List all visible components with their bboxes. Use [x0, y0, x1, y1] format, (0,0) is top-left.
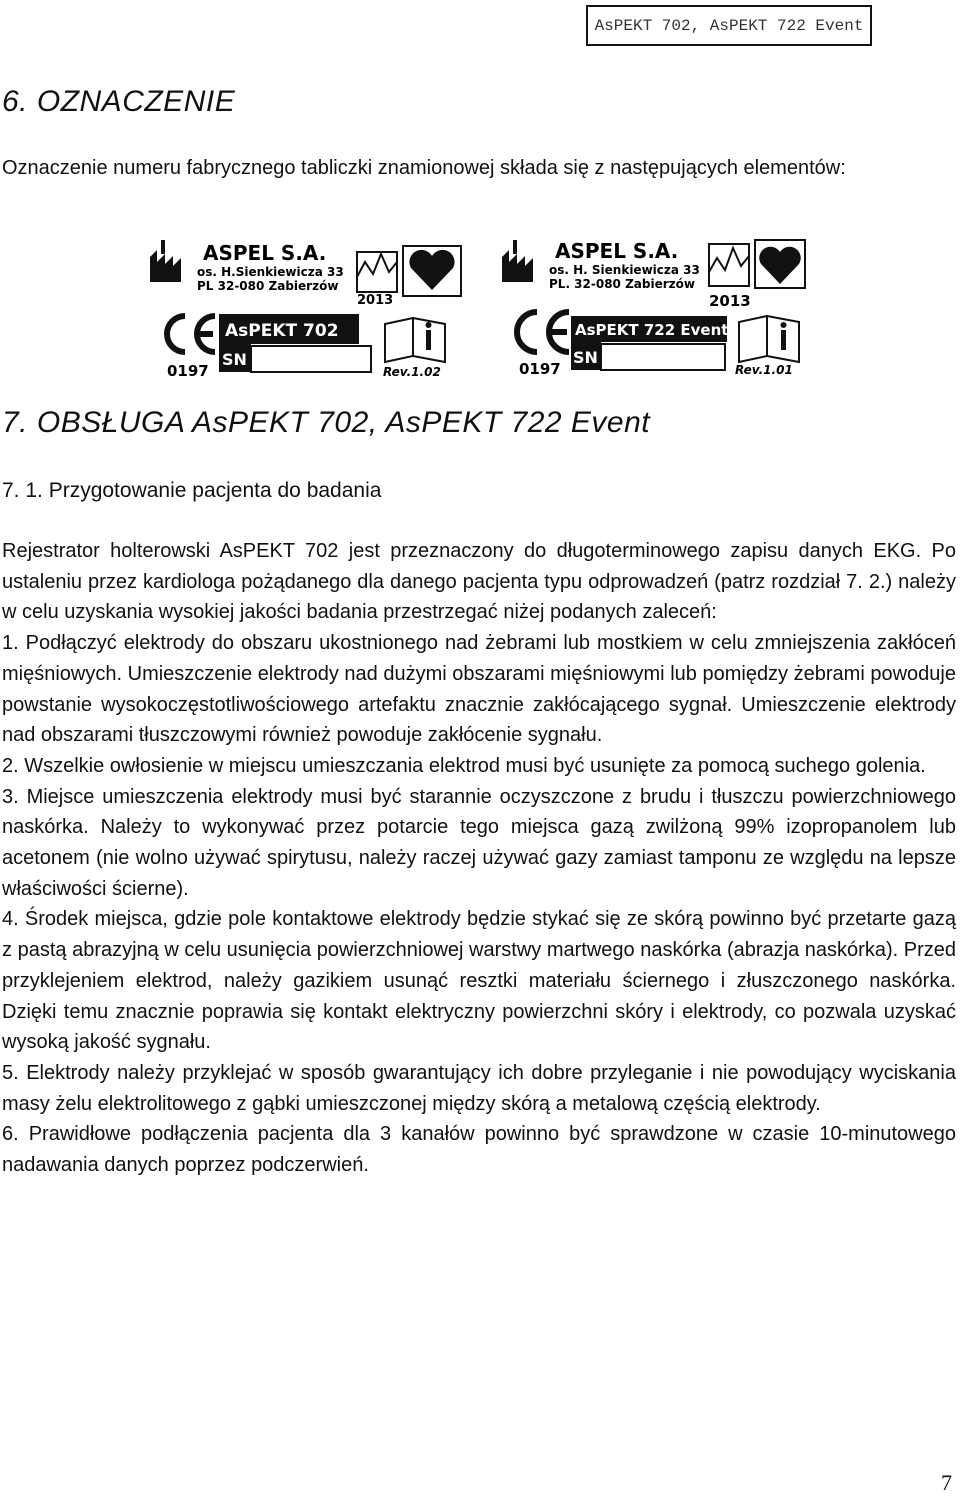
paragraph-step-2: 2. Wszelkie owłosienie w miejscu umieszczania elektrod musi być usunięte za pomocą suchego golenia.: [2, 754, 926, 777]
rating-plate-graphic: [497, 232, 817, 380]
section-6-title: 6. OZNACZENIE: [2, 85, 236, 118]
running-header: [586, 5, 872, 46]
paragraph-step-6: 6. Prawidłowe podłączenia pacjenta dla 3 kanałów powinno być sprawdzone w czasie 10-minutowego nadawania danych poprzez podczerwień.: [2, 1123, 956, 1177]
plate-address-1: os. H.Sienkiewicza 33: [197, 265, 344, 279]
rating-plate-aspekt-702: [145, 232, 465, 380]
serial-number-field: [251, 346, 371, 372]
plate-sn-label: SN: [573, 348, 598, 367]
heart-icon: [755, 240, 805, 288]
section-7-1-title: 7. 1. Przygotowanie pacjenta do badania: [2, 479, 382, 502]
rating-plate-graphic: [145, 232, 465, 380]
plate-sn-label: SN: [222, 350, 247, 369]
heart-icon: [403, 246, 461, 296]
section-7-1-body: [2, 536, 956, 1181]
instruction-manual-icon: [385, 318, 445, 362]
paragraph-step-4: 4. Środek miejsca, gdzie pole kontaktowe elektrody będzie stykać się ze skórą powinno być przetarte gazą z pastą abrazyjną w celu usunięcia powierzchniowej warstwy martwego naskórka (abrazja naskórka). Przed przyklejeniem elektrod, należy gazikiem usunąć resztki materiału ściernego i złuszczonego naskórka. Dzięki temu znacznie poprawia się kontakt elektryczny powierzchni skóry i elektrody, co pozwala uzyskać wysoką jakość sygnału.: [2, 908, 956, 1054]
plate-manufacturer: ASPEL S.A.: [555, 239, 679, 263]
plate-rev: Rev.1.02: [383, 365, 441, 379]
intro-text: Oznaczenie numeru fabrycznego tabliczki znamionowej składa się z następujących elementów:: [2, 157, 846, 179]
paragraph-step-5: 5. Elektrody należy przyklejać w sposób gwarantujący ich dobre przyleganie i nie powodujący wyciskania masy żelu elektrolitowego z gąbki umieszczonej między skórą a metalową częścią elektrody.: [2, 1061, 956, 1115]
manufacture-date-icon: [709, 244, 749, 286]
paragraph-step-1: 1. Podłączyć elektrody do obszaru ukostnionego nad żebrami lub mostkiem w celu zmniejszenia zakłóceń mięśniowych. Umieszczenie elektrody nad dużymi obszarami mięśniowymi lub pomiędzy żebrami powoduje powstanie wysokoczęstotliwościowego artefaktu znacznie zakłócającego sygnał. Umieszczenie elektrody nad obszarami tłuszczowymi również powoduje zakłócenie sygnału.: [2, 632, 956, 747]
instruction-manual-icon: [739, 316, 799, 362]
section-6-intro: [2, 153, 956, 184]
ce-mark-icon: [517, 312, 569, 352]
plate-manufacturer: ASPEL S.A.: [203, 241, 327, 265]
plate-address-2: PL. 32-080 Zabierzów: [549, 277, 695, 291]
paragraph-step-3: 3. Miejsce umieszczenia elektrody musi być starannie oczyszczone z brudu i tłuszczu powierzchniowego naskórka. Należy to wykonywać przez potarcie tego miejsca gazą zwilżoną 99% izopropanolem lub acetonem (nie wolno używać spirytusu, należy raczej używać gazy zamiast tamponu ze względu na lepsze właściwości ścierne).: [2, 785, 956, 900]
paragraph-intro: Rejestrator holterowski AsPEKT 702 jest przeznaczony do długoterminowego zapisu danych EKG. Po ustaleniu przez kardiologa pożądanego dla danego pacjenta typu odprowadzeń (patrz rozdział 7. 2.) należy w celu uzyskania wysokiej jakości badania przestrzegać niżej podanych zaleceń:: [2, 540, 956, 624]
plate-address-2: PL 32-080 Zabierzów: [197, 279, 339, 293]
plate-address-1: os. H. Sienkiewicza 33: [549, 263, 700, 277]
plate-year: 2013: [709, 292, 751, 310]
running-title: AsPEKT 702, AsPEKT 722 Event: [594, 16, 864, 35]
ce-mark-icon: [167, 316, 215, 352]
rating-plate-aspekt-722-event: [497, 232, 817, 380]
manufacturer-factory-icon: [150, 240, 181, 282]
plate-notified-body: 0197: [167, 362, 209, 380]
plate-notified-body: 0197: [519, 360, 561, 378]
section-7-title: 7. OBSŁUGA AsPEKT 702, AsPEKT 722 Event: [2, 406, 651, 439]
plate-year: 2013: [357, 293, 394, 308]
plate-model: AsPEKT 722 Event: [575, 321, 729, 339]
plate-rev: Rev.1.01: [735, 363, 793, 377]
manufacture-date-icon: [357, 252, 397, 292]
manufacturer-factory-icon: [502, 240, 533, 282]
serial-number-field: [601, 344, 725, 370]
page-number: 7: [941, 1470, 952, 1495]
plate-model: AsPEKT 702: [225, 321, 339, 341]
